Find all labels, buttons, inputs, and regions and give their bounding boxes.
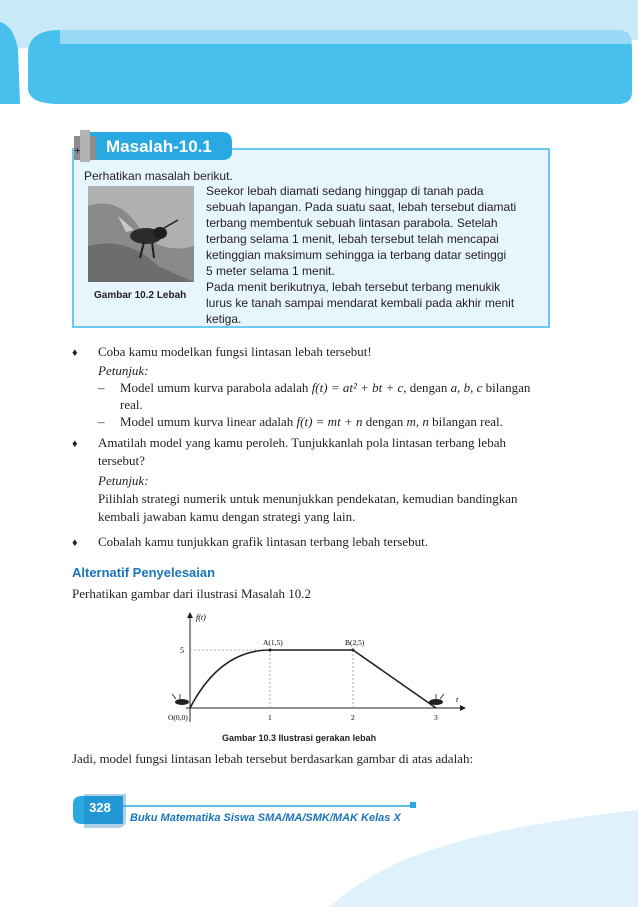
hint-label: Petunjuk: <box>98 473 149 488</box>
solution-conclusion: Jadi, model fungsi lintasan lebah tersebut berdasarkan gambar di atas adalah: <box>72 751 474 766</box>
parabola-formula: f(t) = at² + bt + c <box>311 380 404 395</box>
hint-text: Model umum kurva parabola adalah <box>120 380 312 395</box>
problem-text-line: terbang selama 1 menit, lebah tersebut telah mencapai <box>206 232 499 246</box>
problem-title: Masalah-10.1 <box>106 137 212 156</box>
hint-strategy: Pilihlah strategi numerik untuk menunjukkan pendekatan, kemudian bandingkan <box>98 491 518 506</box>
bee-photo <box>88 186 194 282</box>
hint-linear <box>120 413 503 430</box>
hint-vars: m, n <box>406 414 429 429</box>
hint-vars: a, b, c <box>450 380 483 395</box>
problem-text-line: sebuah lapangan. Pada suatu saat, lebah tersebut diamati <box>206 200 517 214</box>
origin-label: O(0,0) <box>168 713 188 722</box>
problem-text-line: Pada menit berikutnya, lebah tersebut terbang menukik <box>206 280 501 294</box>
hint-parabola <box>120 379 530 396</box>
y-axis-label: f(t) <box>196 613 206 622</box>
book-title: Buku Matematika Siswa SMA/MA/SMK/MAK Kelas X <box>130 812 401 824</box>
photo-caption: Gambar 10.2 Lebah <box>94 290 187 301</box>
flight-path <box>190 650 436 708</box>
hint-text: bilangan real. <box>428 414 503 429</box>
dash-marker: – <box>98 380 105 395</box>
y-tick-label: 5 <box>180 646 184 655</box>
solution-heading: Alternatif Penyelesaian <box>72 565 216 580</box>
dash-marker: – <box>98 414 105 429</box>
x-axis-arrow-icon <box>460 705 466 711</box>
diamond-bullet-icon: ♦ <box>72 347 78 359</box>
problem-text-line: ketiga. <box>206 312 242 326</box>
hint-text: , dengan <box>403 380 451 395</box>
bee-end-icon <box>429 694 444 705</box>
x-tick-label: 3 <box>434 713 438 722</box>
x-tick-label: 2 <box>351 713 355 722</box>
header-banner <box>0 0 638 110</box>
task-1: Coba kamu modelkan fungsi lintasan lebah tersebut! <box>98 344 372 359</box>
bee-path-graph <box>150 610 480 735</box>
problem-text-line: lurus ke tanah sampai mendarat kembali pada akhir menit <box>206 296 515 310</box>
page-number: 328 <box>89 800 111 815</box>
task-3: Cobalah kamu tunjukkan grafik lintasan terbang lebah tersebut. <box>98 534 428 549</box>
x-tick-label: 1 <box>268 713 272 722</box>
bee-start-icon <box>172 694 189 705</box>
problem-text-line: Seekor lebah diamati sedang hinggap di tanah pada <box>206 184 484 198</box>
svg-text:+: + <box>74 143 81 157</box>
problem-text-line: 5 meter selama 1 menit. <box>206 264 335 278</box>
point-a <box>269 649 272 652</box>
point-a-label: A(1,5) <box>263 638 283 647</box>
hint-text: Model umum kurva linear adalah <box>120 414 297 429</box>
linear-formula: f(t) = mt + n <box>296 414 363 429</box>
solution-intro: Perhatikan gambar dari ilustrasi Masalah 10.2 <box>72 586 311 601</box>
task-2-cont: tersebut? <box>98 453 145 468</box>
hint-parabola-cont: real. <box>120 397 143 412</box>
point-b-label: B(2,5) <box>345 638 365 647</box>
hint-text: dengan <box>362 414 407 429</box>
diamond-bullet-icon: ♦ <box>72 438 78 450</box>
problem-text-line: terbang membentuk sebuah lintasan parabola. Setelah <box>206 216 498 230</box>
hint-text: bilangan <box>482 380 531 395</box>
y-axis-arrow-icon <box>187 612 193 618</box>
task-2: Amatilah model yang kamu peroleh. Tunjukkanlah pola lintasan terbang lebah <box>98 435 506 450</box>
problem-intro: Perhatikan masalah berikut. <box>84 169 233 183</box>
hint-label: Petunjuk: <box>98 363 149 378</box>
diamond-bullet-icon: ♦ <box>72 537 78 549</box>
x-axis-label: t <box>456 695 459 704</box>
hint-strategy-cont: kembali jawaban kamu dengan strategi yang lain. <box>98 509 356 524</box>
figure-caption: Gambar 10.3 Ilustrasi gerakan lebah <box>222 733 377 743</box>
point-b <box>352 649 355 652</box>
problem-text-line: ketinggian maksimum sehingga ia terbang datar setinggi <box>206 248 507 262</box>
